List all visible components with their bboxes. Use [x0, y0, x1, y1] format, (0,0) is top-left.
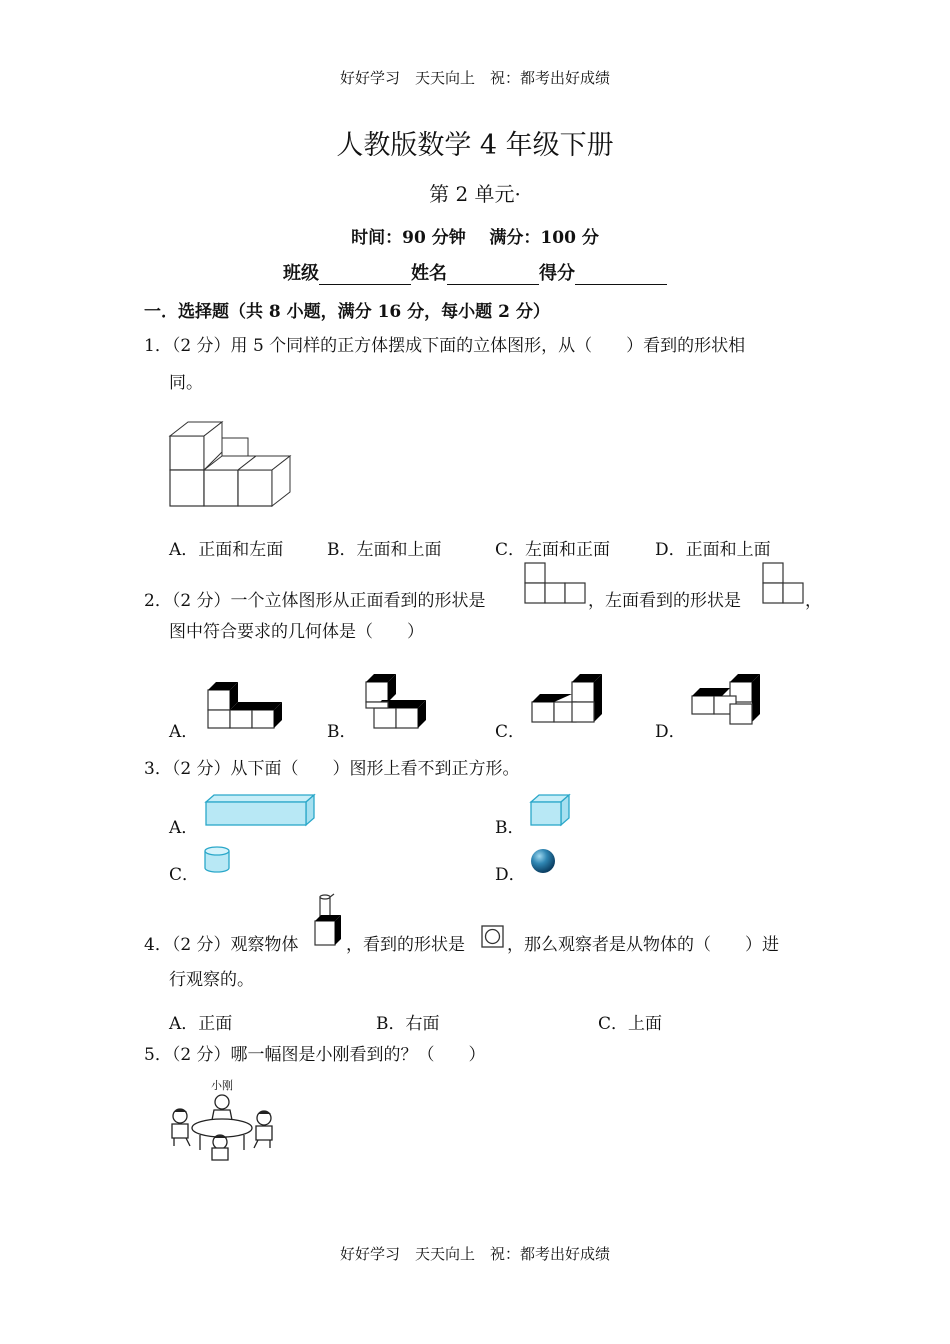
student-info-fields: [0, 259, 950, 285]
time-value: 90: [402, 228, 426, 248]
q1-option-b[interactable]: B．左面和上面: [327, 540, 442, 560]
time-label: 时间：: [351, 228, 403, 248]
q1-cube-figure: [168, 418, 300, 510]
q2-text-line1: [144, 592, 486, 610]
q3-option-b[interactable]: B．: [495, 818, 525, 838]
score-value: 100: [540, 228, 576, 248]
q1-option-c[interactable]: C．左面和正面: [495, 540, 611, 560]
name-label: 姓名: [411, 263, 447, 284]
q1-option-a[interactable]: A．正面和左面: [169, 540, 284, 560]
q2-option-b[interactable]: B．: [327, 722, 357, 742]
q5-table-scene-figure: [166, 1090, 278, 1164]
q4-text-a: 4．（2 分）观察物体: [144, 935, 299, 955]
q2-front-view-figure: [524, 562, 586, 606]
score-field-label: 得分: [539, 263, 575, 284]
page-header: 好好学习 天天向上 祝：都考出好成绩: [339, 69, 610, 87]
section-heading: 一．选择题（共 8 小题，满分 16 分，每小题 2 分）: [144, 302, 550, 322]
q2-text-c: ，: [805, 591, 822, 611]
q4-text-c: ，那么观察者是从物体的（ ）进: [507, 935, 779, 955]
q2-option-c-figure: [530, 670, 606, 728]
q1-option-d[interactable]: D．正面和上面: [655, 540, 771, 560]
score-label: 满分：: [489, 228, 541, 248]
q2-option-d[interactable]: D．: [655, 722, 686, 742]
time-unit: 分钟: [431, 228, 466, 248]
q2-text-b: ，左面看到的形状是: [588, 591, 741, 611]
q4-option-a[interactable]: A．正面: [169, 1014, 233, 1034]
q5-text-line1: 5．（2 分）哪一幅图是小刚看到的？（ ）: [144, 1045, 486, 1065]
q3-option-c[interactable]: C．: [169, 865, 200, 885]
page-footer: 好好学习 天天向上 祝：都考出好成绩: [339, 1245, 610, 1263]
q3-sphere-figure: [530, 848, 558, 876]
q4-text-line2: 行观察的。: [169, 970, 254, 990]
q5-figure-label: 小刚: [211, 1079, 233, 1092]
unit-subtitle: 第 2 单元·: [429, 182, 521, 206]
q1-text-line1: 1．（2 分）用 5 个同样的正方体摆成下面的立体图形，从（ ）看到的形状相: [144, 336, 746, 356]
q4-object-figure: [313, 893, 345, 949]
exam-meta: [0, 223, 950, 248]
score-unit: 分: [581, 228, 599, 248]
q4-option-c[interactable]: C．上面: [598, 1014, 663, 1034]
q2-option-d-figure: [690, 670, 766, 730]
q2-text-line2: 图中符合要求的几何体是（ ）: [169, 622, 424, 642]
q2-text-a: 2．（2 分）一个立体图形从正面看到的形状是: [144, 591, 486, 611]
q3-option-d[interactable]: D．: [495, 865, 526, 885]
name-blank[interactable]: [447, 264, 539, 285]
q2-option-b-figure: [365, 672, 441, 730]
q3-option-a[interactable]: A．: [169, 818, 199, 838]
q3-cylinder-figure: [203, 845, 233, 875]
score-blank[interactable]: [575, 264, 667, 285]
q4-view-figure: [481, 925, 505, 949]
q3-text-line1: 3．（2 分）从下面（ ）图形上看不到正方形。: [144, 759, 520, 779]
class-label: 班级: [283, 263, 319, 284]
q2-option-c[interactable]: C．: [495, 722, 526, 742]
q1-text-line2: 同。: [169, 373, 203, 393]
q3-cuboid-figure: [204, 794, 316, 828]
q4-text-b: ，看到的形状是: [346, 935, 465, 955]
class-blank[interactable]: [319, 264, 411, 285]
q2-option-a-figure: [207, 680, 287, 730]
q3-cube-figure: [529, 794, 573, 828]
q2-option-a[interactable]: A．: [169, 722, 199, 742]
page-title: 人教版数学 4 年级下册: [336, 130, 614, 161]
q2-left-view-figure: [762, 562, 804, 606]
q4-option-b[interactable]: B．右面: [376, 1014, 440, 1034]
